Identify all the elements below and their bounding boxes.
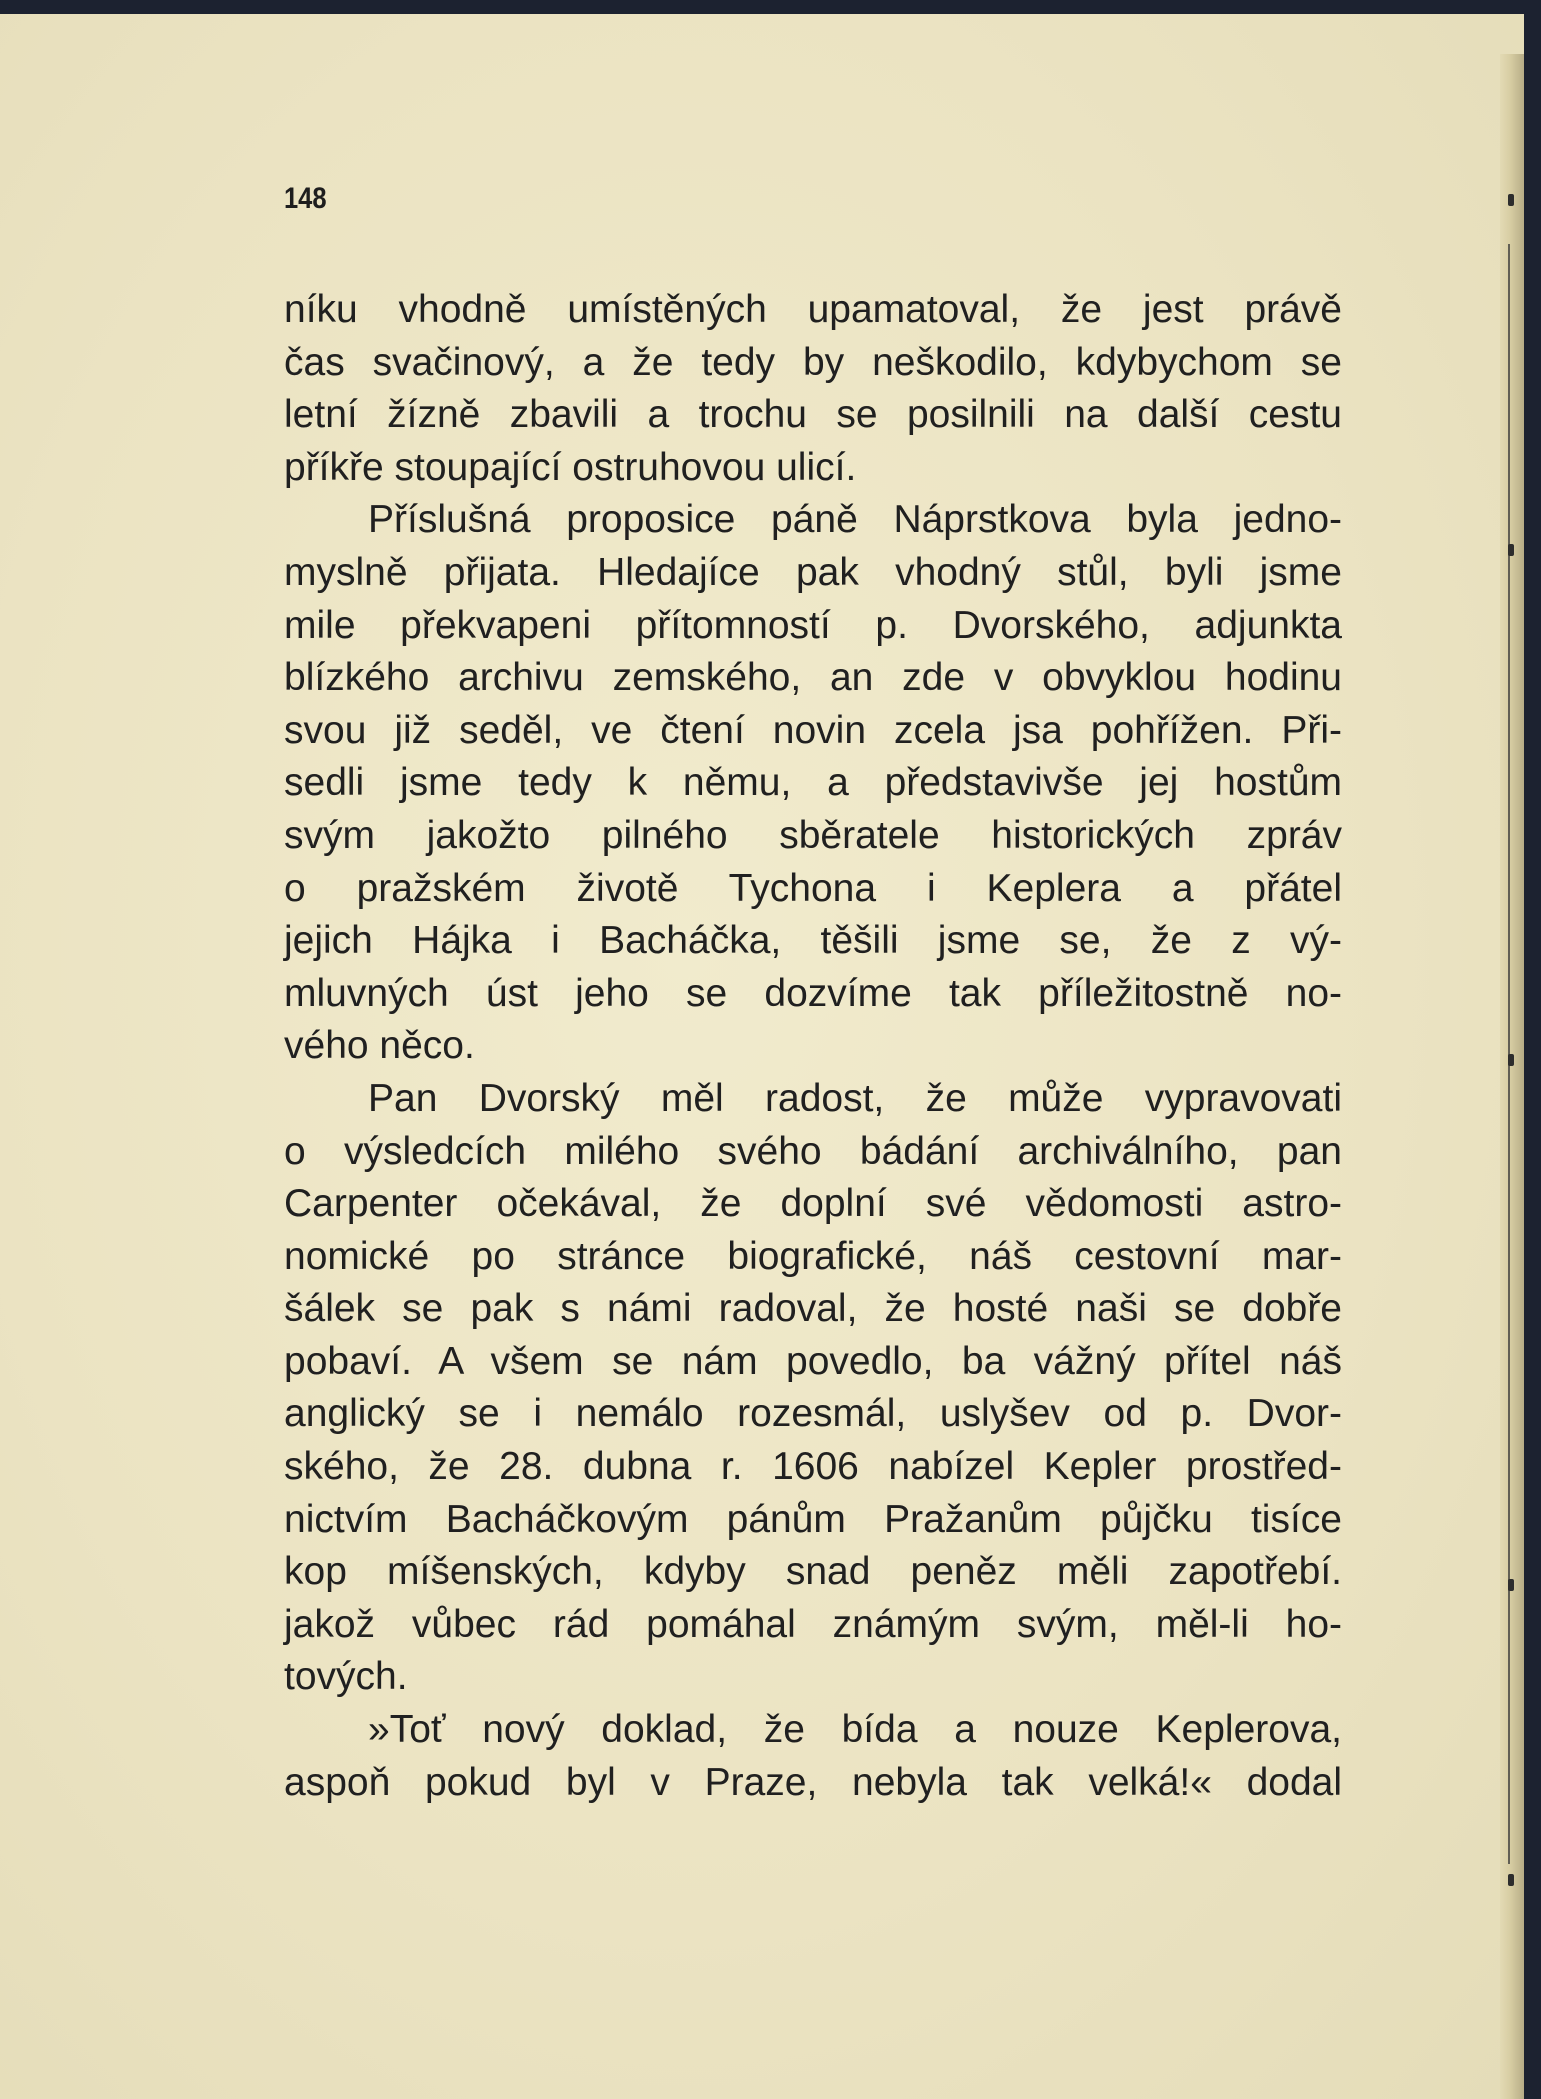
text-line: ského, že 28. dubna r. 1606 nabízel Kepler prostřed-	[284, 1445, 1342, 1489]
text-line: šálek se pak s námi radoval, že hosté naši se dobře	[284, 1287, 1342, 1331]
text-line: tových.	[284, 1655, 408, 1699]
text-line: čas svačinový, a že tedy by neškodilo, kdybychom se	[284, 340, 1342, 384]
text-line: »Toť nový doklad, že bída a nouze Keplerova,	[368, 1708, 1342, 1752]
text-line: blízkého archivu zemského, an zde v obvyklou hodinu	[284, 656, 1342, 700]
binding-mark	[1508, 544, 1514, 556]
text-line: svou již seděl, ve čtení novin zcela jsa pohřížen. Při-	[284, 708, 1342, 752]
page-number: 148	[284, 182, 327, 215]
text-line: letní žízně zbavili a trochu se posilnili na další cestu	[284, 393, 1342, 437]
text-line: Carpenter očekával, že doplní své vědomosti astro-	[284, 1182, 1342, 1226]
text-line: kop míšenských, kdyby snad peněz měli zapotřebí.	[284, 1550, 1342, 1594]
text-line: o výsledcích milého svého bádání archiválního, pan	[284, 1129, 1342, 1173]
text-line: níku vhodně umístěných upamatoval, že jest právě	[284, 288, 1342, 331]
text-line: Pan Dvorský měl radost, že může vypravovati	[368, 1076, 1342, 1120]
text-line: vého něco.	[284, 1024, 475, 1068]
text-line: jakož vůbec rád pomáhal známým svým, měl-li ho-	[284, 1602, 1342, 1646]
body-text	[284, 284, 1342, 1809]
text-line: mile překvapeni přítomností p. Dvorského, adjunkta	[284, 603, 1342, 647]
text-line: anglický se i nemálo rozesmál, uslyšev od p. Dvor-	[284, 1392, 1342, 1436]
text-line: svým jakožto pilného sběratele historických zpráv	[284, 813, 1342, 857]
text-line: aspoň pokud byl v Praze, nebyla tak velká!« dodal	[284, 1760, 1342, 1804]
binding-mark	[1508, 1579, 1514, 1591]
binding-mark	[1508, 1874, 1514, 1886]
text-line: myslně přijata. Hledajíce pak vhodný stůl, byli jsme	[284, 550, 1342, 594]
binding-mark	[1508, 1054, 1514, 1066]
text-line: pobaví. A všem se nám povedlo, ba vážný přítel náš	[284, 1339, 1342, 1383]
text-line: sedli jsme tedy k němu, a představivše jej hostům	[284, 761, 1342, 805]
text-line: příkře stoupající ostruhovou ulicí.	[284, 445, 857, 489]
text-line: mluvných úst jeho se dozvíme tak příležitostně no-	[284, 971, 1342, 1015]
text-line: o pražském životě Tychona i Keplera a přátel	[284, 866, 1342, 910]
text-line: nomické po stránce biografické, náš cestovní mar-	[284, 1234, 1342, 1278]
page-gutter	[1500, 54, 1524, 2099]
text-line: Příslušná proposice páně Náprstkova byla jedno-	[368, 498, 1342, 542]
text-line: nictvím Bacháčkovým pánům Pražanům půjčku tisíce	[284, 1497, 1342, 1541]
book-page	[0, 14, 1524, 2099]
binding-mark	[1508, 194, 1514, 206]
text-line: jejich Hájka i Bacháčka, těšili jsme se, že z vý-	[284, 919, 1342, 963]
